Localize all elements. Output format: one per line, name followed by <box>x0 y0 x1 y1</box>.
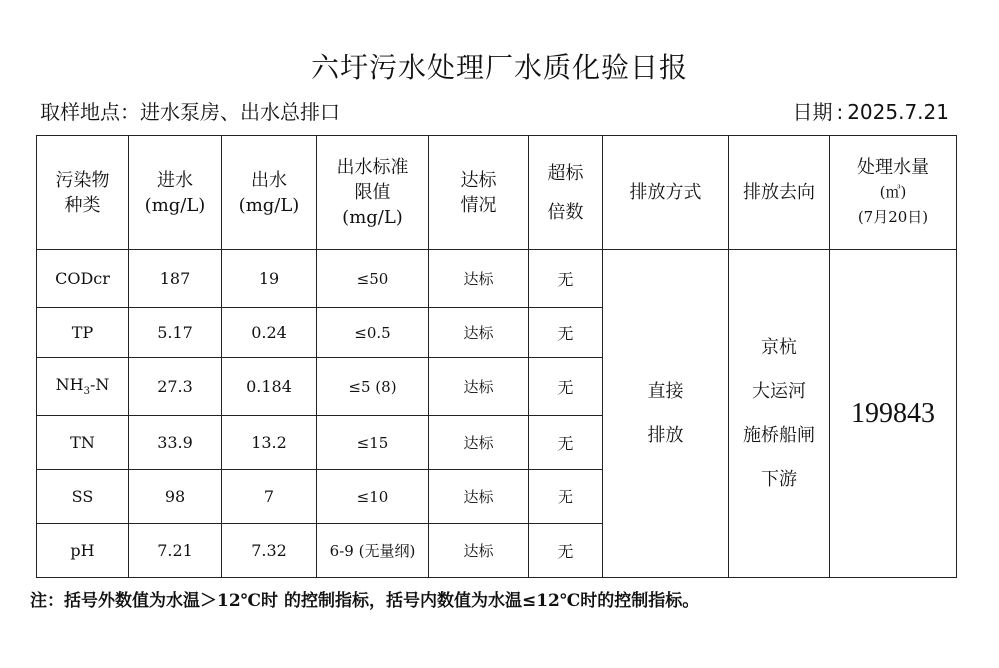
header-limit: 出水标准 限值 (mg/L) <box>317 136 429 250</box>
inflow-cell: 33.9 <box>129 416 222 470</box>
outflow-cell: 13.2 <box>222 416 317 470</box>
header-volume: 处理水量 (㎥) (7月20日) <box>830 136 957 250</box>
pollutant-cell: CODcr <box>37 250 129 308</box>
outflow-cell: 0.184 <box>222 358 317 416</box>
header-pollutant: 污染物 种类 <box>37 136 129 250</box>
pollutant-cell: TP <box>37 308 129 358</box>
water-quality-table <box>36 135 957 578</box>
inflow-cell: 187 <box>129 250 222 308</box>
table-row <box>37 250 957 308</box>
limit-cell: ≤0.5 <box>317 308 429 358</box>
inflow-cell: 7.21 <box>129 524 222 578</box>
inflow-cell: 27.3 <box>129 358 222 416</box>
inflow-cell: 98 <box>129 470 222 524</box>
report-title: 六圩污水处理厂水质化验日报 <box>310 51 688 84</box>
header-exceed: 超标 倍数 <box>529 136 603 250</box>
limit-cell: ≤50 <box>317 250 429 308</box>
discharge-dest-cell: 京杭 大运河 施桥船闸 下游 <box>729 250 830 578</box>
exceed-cell: 无 <box>529 470 603 524</box>
inflow-cell: 5.17 <box>129 308 222 358</box>
header-discharge-method: 排放方式 <box>603 136 729 250</box>
status-cell: 达标 <box>429 524 529 578</box>
outflow-cell: 7.32 <box>222 524 317 578</box>
footnote: 注：括号外数值为水温＞12℃时 的控制指标，括号内数值为水温≤12℃时的控制指标。 <box>30 591 700 611</box>
pollutant-cell: SS <box>37 470 129 524</box>
status-cell: 达标 <box>429 416 529 470</box>
exceed-cell: 无 <box>529 416 603 470</box>
exceed-cell: 无 <box>529 524 603 578</box>
limit-cell: ≤5 (8) <box>317 358 429 416</box>
status-cell: 达标 <box>429 250 529 308</box>
exceed-cell: 无 <box>529 308 603 358</box>
outflow-cell: 19 <box>222 250 317 308</box>
exceed-cell: 无 <box>529 250 603 308</box>
report-date: 日期 : 2025.7.21 <box>792 100 949 124</box>
header-row <box>37 136 957 250</box>
pollutant-cell: pH <box>37 524 129 578</box>
header-inflow: 进水 (mg/L) <box>129 136 222 250</box>
discharge-method-cell: 直接 排放 <box>603 250 729 578</box>
header-outflow: 出水 (mg/L) <box>222 136 317 250</box>
pollutant-cell: $NH_3-N$ <box>37 358 129 416</box>
header-status: 达标 情况 <box>429 136 529 250</box>
outflow-cell: 7 <box>222 470 317 524</box>
header-discharge-dest: 排放去向 <box>729 136 830 250</box>
limit-cell: ≤10 <box>317 470 429 524</box>
date-value: 2025.7.21 <box>847 100 949 124</box>
status-cell: 达标 <box>429 358 529 416</box>
status-cell: 达标 <box>429 470 529 524</box>
outflow-cell: 0.24 <box>222 308 317 358</box>
limit-cell: ≤15 <box>317 416 429 470</box>
limit-cell: 6-9 (无量纲) <box>317 524 429 578</box>
treated-volume-cell: 199843 <box>830 250 957 578</box>
sampling-location: 取样地点：进水泵房、出水总排口 <box>40 100 340 124</box>
exceed-cell: 无 <box>529 358 603 416</box>
date-label: 日期 <box>792 100 833 124</box>
pollutant-cell: TN <box>37 416 129 470</box>
status-cell: 达标 <box>429 308 529 358</box>
